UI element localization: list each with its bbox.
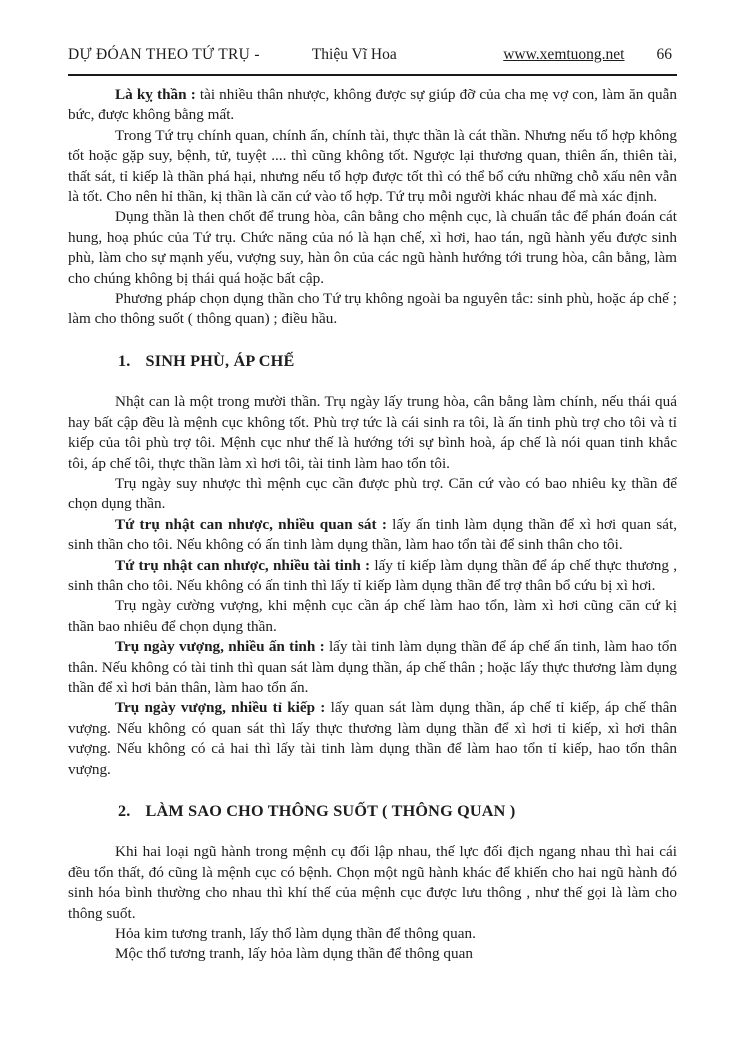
section-heading [118,351,677,371]
section-number: 2. [118,802,131,820]
paragraph: Trong Tứ trụ chính quan, chính ấn, chính tài, thực thần là cát thần. Nhưng nếu tổ hợp không tốt hoặc gặp suy, bệnh, tử, tuyệt .... thì cũng không tốt. Ngược lại thương quan, thiên ấn, thiên tài, thất sát, tỉ kiếp là thần phá hại, nhưng nếu tổ hợp được tốt thì có thể bổ cứu những chỗ xấu nên vẫn là tốt. Cho nên hỉ thần, kị thần là căn cứ vào tổ hợp. Tứ trụ mỗi người khác nhau để mà xác định. [68,126,677,206]
paragraph: Mộc thổ tương tranh, lấy hỏa làm dụng thần để thông quan [115,945,473,963]
author-name: Thiệu Vĩ Hoa [311,46,397,63]
paragraph: Dụng thần là then chốt để trung hòa, cân bằng cho mệnh cục, là chuẩn tắc để phán đoán cát hung, hoạ phúc của Tứ trụ. Chức năng của nó là hạn chế, xì hơi, hao tán, ngũ hành yếu được sinh phù, làm cho sự mạnh yếu, vượng suy, hàn ôn của các ngũ hành hướng tới trung hòa, cân bằng, làm cho chúng không bị thái quá hoặc bất cập. [68,208,677,287]
paragraph-lead: Trụ ngày vượng, nhiều ấn tinh : [115,638,325,656]
paragraph: Hỏa kim tương tranh, lấy thổ làm dụng thần để thông quan. [115,925,476,943]
paragraph: Trụ ngày vượng, nhiều ấn tinh : lấy tài tinh làm dụng thần để áp chế ấn tinh, làm hao tổn thân. Nếu không có tài tinh thì quan sát làm dụng thần, áp chế thân ; hoặc lấy thực thương làm dụng thần để xì hơi bản thân, làm hao tổn ấn. [68,638,677,696]
paragraph-lead: Là kỵ thần : [115,86,196,103]
section-title: LÀM SAO CHO THÔNG SUỐT ( THÔNG QUAN ) [145,802,516,820]
paragraph: Là kỵ thần : tài nhiều thân nhược, không được sự giúp đỡ của cha mẹ vợ con, làm ăn quẫn bức, được không bằng mất. [68,86,677,124]
paragraph: Trụ ngày suy nhược thì mệnh cục cần được phù trợ. Căn cứ vào có bao nhiêu kỵ thần để chọn dụng thần. [68,474,677,513]
paragraph: Phương pháp chọn dụng thần cho Tứ trụ không ngoài ba nguyên tắc: sinh phù, hoặc áp chế ; làm cho thông suốt ( thông quan) ; điều hầu. [68,290,677,328]
page-number: 66 [656,46,672,63]
paragraph: Trụ ngày cường vượng, khi mệnh cục cần áp chế làm hao tổn, làm xì hơi cũng căn cứ kị thần bao nhiêu để chọn dụng thần. [68,597,677,635]
page-body [0,76,744,965]
paragraph: Nhật can là một trong mười thần. Trụ ngày lấy trung hòa, cân bằng làm chính, nếu thái quá hay bất cập đều là mệnh cục không tốt. Phù trợ tức là cái sinh ra tôi, là ấn tinh phù trợ cho tôi và tỉ kiếp của tôi phù trợ tôi. Mệnh cục như thế là hướng tới sự bình hoà, áp chế là nói quan tinh khắc tôi, áp chế tôi, thực thần làm xì hơi tôi, tài tinh làm hao tổn tôi. [68,393,677,472]
book-title: DỰ ĐÓAN THEO TỨ TRỤ - [68,46,260,63]
paragraph-lead: Trụ ngày vượng, nhiều tỉ kiếp : [115,699,326,717]
section-heading [118,801,677,821]
paragraph-lead: Tứ trụ nhật can nhược, nhiều quan sát : [115,515,387,533]
section-number: 1. [118,351,131,370]
paragraph: Trụ ngày vượng, nhiều tỉ kiếp : lấy quan sát làm dụng thần, áp chế tỉ kiếp, áp chế thân vượng. Nếu không có quan sát thì lấy thực thương làm dụng thần để xì hơi tỉ kiếp, xì hơi thân vượng. Nếu không có cả hai thì lấy tài tinh làm dụng thần để làm hao tổn tỉ kiếp, hao tổn thân vượng. [68,699,677,778]
page-header [0,0,744,64]
paragraph: Tứ trụ nhật can nhược, nhiều tài tinh : lấy tỉ kiếp làm dụng thần để áp chế thực thương , sinh thân cho tôi. Nếu không có ấn tinh thì lấy tỉ kiếp làm dụng thần để trợ thân bổ cứu bị xì hơi. [68,556,678,594]
paragraph: Tứ trụ nhật can nhược, nhiều quan sát : lấy ấn tinh làm dụng thần để xì hơi quan sát, sinh thần cho tôi. Nếu không có ấn tinh làm dụng thần, làm hao tổn tài để sinh thân cho tôi. [68,515,677,554]
paragraph: Khi hai loại ngũ hành trong mệnh cụ đối lập nhau, thế lực đối địch ngang nhau thì hai cái đều tổn thất, đó cũng là mệnh cục có bệnh. Chọn một ngũ hành khác để khiến cho hai ngũ hành đó sinh hóa bình thường cho nhau thì khí thế của mệnh cục được lưu thông , như thế gọi là làm cho thông suốt. [68,843,677,922]
website-link[interactable]: www.xemtuong.net [503,46,625,63]
section-title: SINH PHÙ, ÁP CHẾ [145,351,295,370]
paragraph-lead: Tứ trụ nhật can nhược, nhiều tài tinh : [115,556,371,574]
